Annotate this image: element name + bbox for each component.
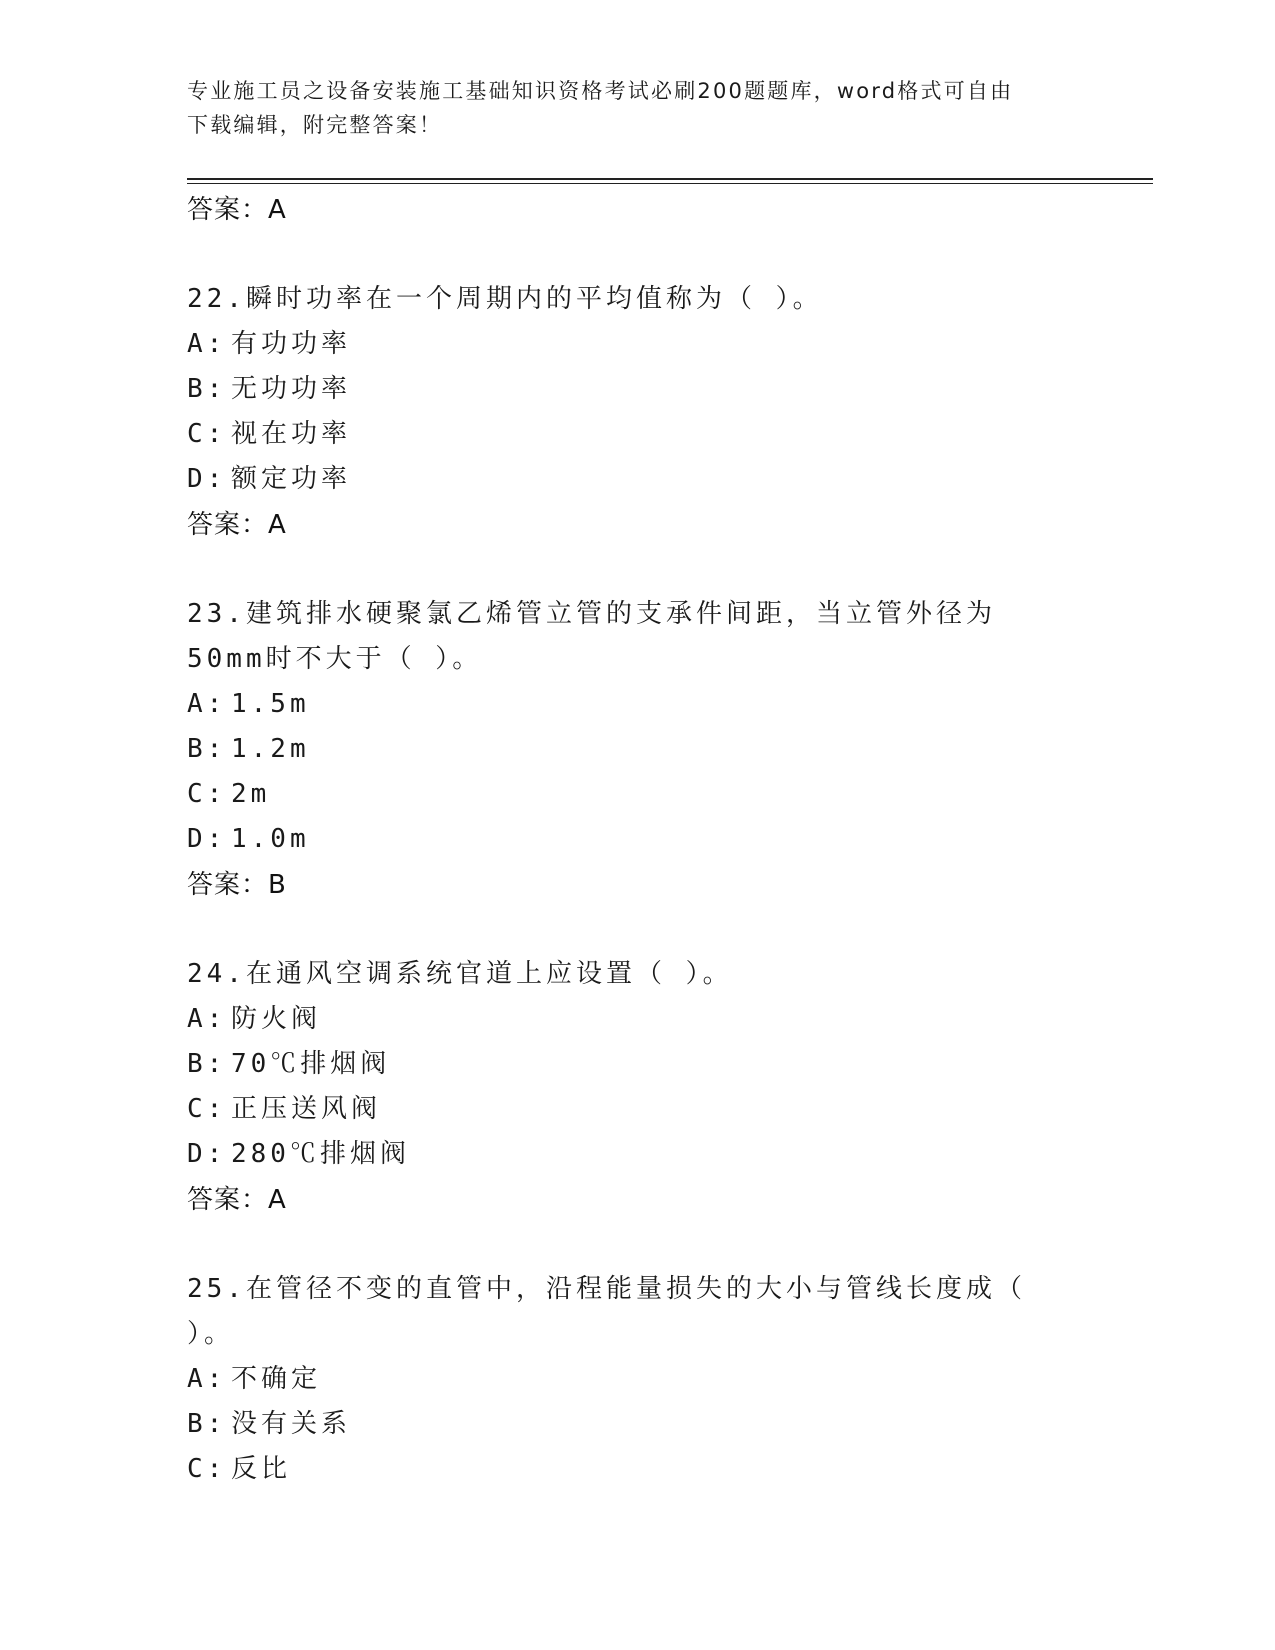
- option-letter: B:: [187, 1049, 227, 1079]
- option-letter: D:: [187, 464, 227, 494]
- answer-label: 答案：: [187, 510, 269, 540]
- answer-value: B: [268, 870, 287, 900]
- option-letter: B:: [187, 734, 227, 764]
- question-stem: [187, 592, 1067, 682]
- option-b: [187, 727, 1153, 772]
- question-number: 24.: [187, 959, 246, 989]
- option-d: [187, 457, 1153, 502]
- option-c: [187, 772, 1153, 817]
- document-header: [187, 74, 1067, 142]
- option-letter: A:: [187, 1004, 227, 1034]
- option-text: 280℃排烟阀: [231, 1139, 410, 1169]
- answer-value: A: [268, 195, 287, 225]
- question-stem: [187, 277, 1067, 322]
- answer-label: 答案：: [187, 1185, 269, 1215]
- question-block: [187, 592, 1153, 908]
- question-list: [187, 187, 1153, 1492]
- spacer: [187, 1223, 1153, 1267]
- option-text: 正压送风阀: [231, 1094, 382, 1124]
- question-text: 在通风空调系统官道上应设置（ ）。: [245, 959, 733, 989]
- option-text: 2m: [231, 779, 271, 809]
- option-text: 1.5m: [231, 689, 310, 719]
- question-stem: [187, 1267, 1067, 1357]
- header-rule-thick: [187, 178, 1153, 180]
- spacer: [187, 233, 1153, 277]
- answer-line: [187, 1177, 1153, 1223]
- option-letter: C:: [187, 1094, 227, 1124]
- option-text: 反比: [231, 1454, 292, 1484]
- answer-label: 答案：: [187, 195, 269, 225]
- question-number: 22.: [187, 284, 246, 314]
- option-c: [187, 412, 1153, 457]
- answer-value: A: [268, 1185, 287, 1215]
- option-d: [187, 1132, 1153, 1177]
- option-letter: D:: [187, 1139, 227, 1169]
- option-letter: A:: [187, 1364, 227, 1394]
- option-a: [187, 682, 1153, 727]
- option-c: [187, 1447, 1153, 1492]
- question-text: 建筑排水硬聚氯乙烯管立管的支承件间距，当立管外径为50mm时不大于（ ）。: [187, 599, 996, 674]
- question-block: [187, 277, 1153, 548]
- option-a: [187, 1357, 1153, 1402]
- option-letter: C:: [187, 419, 227, 449]
- option-b: [187, 1042, 1153, 1087]
- question-text: 在管径不变的直管中，沿程能量损失的大小与管线长度成（ ）。: [187, 1274, 1026, 1349]
- question-number: 23.: [187, 599, 246, 629]
- option-d: [187, 817, 1153, 862]
- spacer: [187, 908, 1153, 952]
- answer-label: 答案：: [187, 870, 269, 900]
- option-text: 无功功率: [231, 374, 352, 404]
- answer-line: [187, 187, 1153, 233]
- option-text: 防火阀: [231, 1004, 322, 1034]
- option-b: [187, 367, 1153, 412]
- option-text: 不确定: [231, 1364, 322, 1394]
- option-text: 1.0m: [231, 824, 310, 854]
- header-line-1: 专业施工员之设备安装施工基础知识资格考试必刷200题题库，word格式可自由: [187, 79, 1014, 103]
- option-letter: B:: [187, 1409, 227, 1439]
- option-text: 有功功率: [231, 329, 352, 359]
- option-a: [187, 997, 1153, 1042]
- option-text: 70℃排烟阀: [231, 1049, 391, 1079]
- option-letter: D:: [187, 824, 227, 854]
- option-text: 1.2m: [231, 734, 310, 764]
- answer-line: [187, 862, 1153, 908]
- answer-value: A: [268, 510, 287, 540]
- option-letter: A:: [187, 329, 227, 359]
- answer-line: [187, 502, 1153, 548]
- option-letter: B:: [187, 374, 227, 404]
- question-stem: [187, 952, 1067, 997]
- option-c: [187, 1087, 1153, 1132]
- option-letter: C:: [187, 1454, 227, 1484]
- question-block: [187, 1267, 1153, 1492]
- header-line-2: 下载编辑，附完整答案！: [187, 113, 443, 137]
- option-b: [187, 1402, 1153, 1447]
- option-text: 视在功率: [231, 419, 352, 449]
- header-rule-thin: [187, 183, 1153, 184]
- option-letter: A:: [187, 689, 227, 719]
- question-number: 25.: [187, 1274, 246, 1304]
- option-letter: C:: [187, 779, 227, 809]
- option-text: 没有关系: [231, 1409, 352, 1439]
- option-text: 额定功率: [231, 464, 352, 494]
- spacer: [187, 548, 1153, 592]
- question-block: [187, 952, 1153, 1223]
- question-text: 瞬时功率在一个周期内的平均值称为（ ）。: [245, 284, 823, 314]
- option-a: [187, 322, 1153, 367]
